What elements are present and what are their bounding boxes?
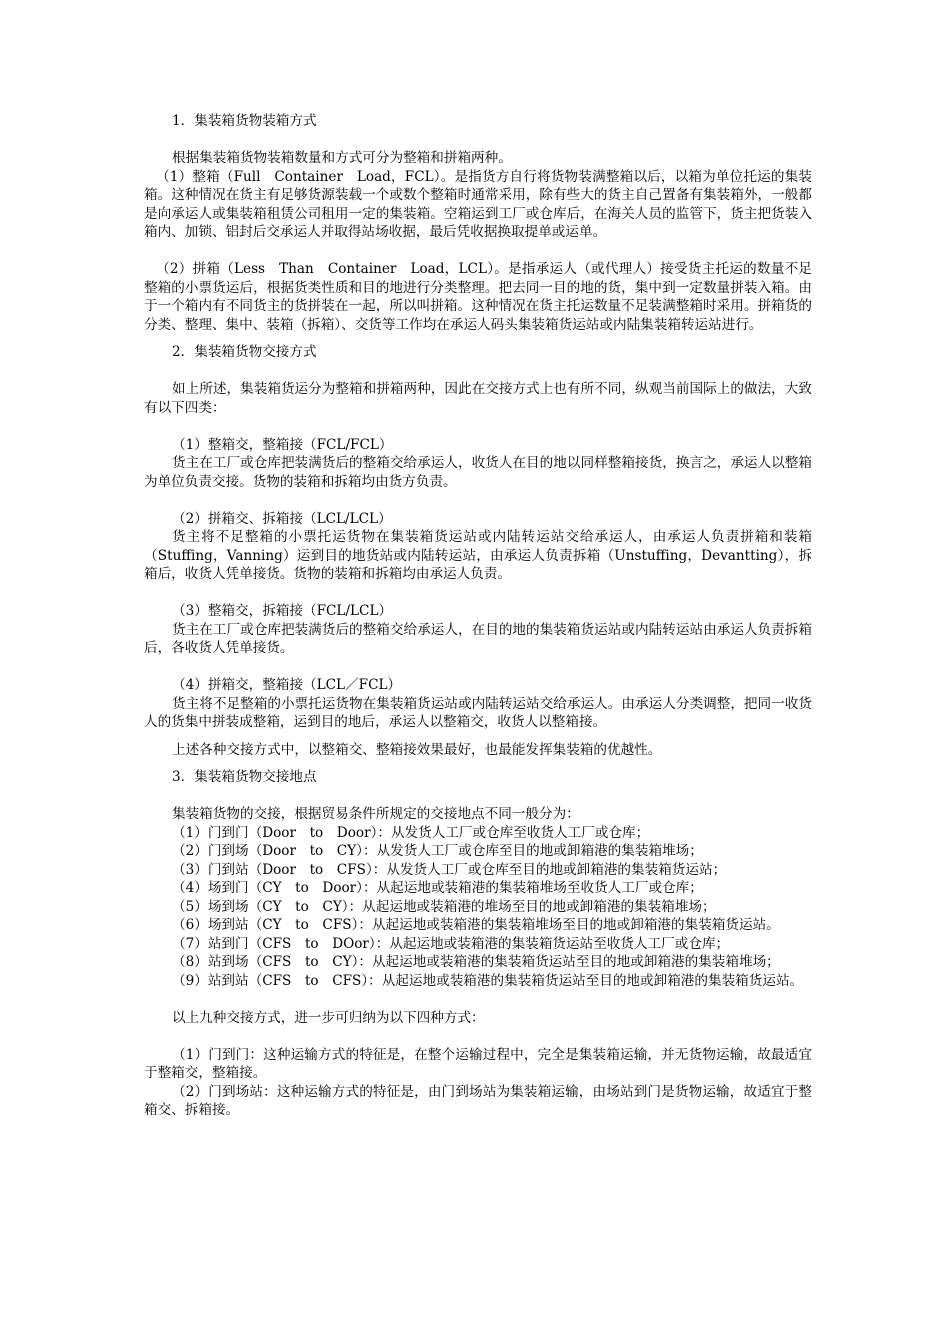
way-item: （2）门到场站：这种运输方式的特征是，由门到场站为集装箱运输，由场站到门是货物运输，故适宜于整箱交、拆箱接。 — [144, 1083, 812, 1118]
section-2-summary: 上述各种交接方式中，以整箱交、整箱接效果最好，也最能发挥集装箱的优越性。 — [172, 741, 662, 758]
section-3-intro: 集装箱货物的交接，根据贸易条件所规定的交接地点不同一般分为： — [172, 806, 580, 822]
location-item: （7）站到门（CFS to DOor）：从起运地或装箱港的集装箱货运站至收货人工厂或仓库； — [172, 935, 730, 952]
section-1-title: 1．集装箱货物装箱方式 — [172, 113, 317, 129]
location-item: （3）门到站（Door to CFS）：从发货人工厂或仓库至目的地或卸箱港的集装箱货运站； — [172, 861, 727, 878]
section-1-lcl-paragraph: （2）拼箱（Less Than Container Load，LCL）。是指承运人（或代理人）接受货主托运的数量不足整箱的小票货运后，根据货类性质和目的地进行分类整理。把去同一目的地的货，集中到一定数量拼装入箱。由于一个箱内有不同货主的货拼装在一起，所以叫拼箱。这种情况在货主托运数量不足装满整箱时采用。拼箱货的分类、整理、集中、装箱（拆箱）、交货等工作均在承运人码头集装箱货运站或内陆集装箱转运站进行。 — [144, 261, 812, 333]
method-3-heading: （3）整箱交，拆箱接（FCL/LCL） — [172, 603, 393, 619]
location-item: （1）门到门（Door to Door）：从发货人工厂或仓库至收货人工厂或仓库； — [172, 824, 650, 841]
location-item: （2）门到场（Door to CY）：从发货人工厂或仓库至目的地或卸箱港的集装箱堆场； — [172, 843, 703, 859]
location-item: （9）站到站（CFS to CFS）：从起运地或装箱港的集装箱货运站至目的地或卸箱港的集装箱货运站。 — [172, 972, 804, 989]
section-2-title: 2．集装箱货物交接方式 — [172, 344, 317, 360]
document-page — [144, 112, 812, 1120]
method-1-heading: （1）整箱交，整箱接（FCL/FCL） — [172, 436, 393, 453]
location-item: （6）场到站（CY to CFS）：从起运地或装箱港的集装箱堆场至目的地或卸箱港的集装箱货运站。 — [172, 917, 780, 933]
location-item: （8）站到场（CFS to CY）：从起运地或装箱港的集装箱货运站至目的地或卸箱港的集装箱堆场； — [172, 954, 780, 970]
section-1-intro: 根据集装箱货物装箱数量和方式可分为整箱和拼箱两种。 — [172, 150, 512, 166]
method-4-heading: （4）拼箱交，整箱接（LCL／FCL） — [172, 677, 402, 693]
section-1-fcl-paragraph: （1）整箱（Full Container Load，FCL）。是指货方自行将货物装满整箱以后，以箱为单位托运的集装箱。这种情况在货主有足够货源装载一个或数个整箱时通常采用，除有些大的货主自己置备有集装箱外，一般都是向承运人或集装箱租赁公司租用一定的集装箱。空箱运到工厂或仓库后，在海关人员的监管下，货主把货装入箱内、加锁、铝封后交承运人并取得站场收据，最后凭收据换取提单或运单。 — [144, 168, 812, 240]
location-item: （5）场到场（CY to CY）：从起运地或装箱港的堆场至目的地或卸箱港的集装箱堆场； — [172, 898, 716, 915]
section-3-summary: 以上九种交接方式，进一步可归纳为以下四种方式： — [172, 1009, 485, 1026]
method-1-body: 货主在工厂或仓库把装满货后的整箱交给承运人，收货人在目的地以同样整箱接货，换言之，承运人以整箱为单位负责交接。货物的装箱和拆箱均由货方负责。 — [144, 455, 812, 490]
method-4-body: 货主将不足整箱的小票托运货物在集装箱货运站或内陆转运站交给承运人。由承运人分类调整，把同一收货人的货集中拼装成整箱，运到目的地后，承运人以整箱交，收货人以整箱接。 — [144, 695, 812, 730]
method-2-heading: （2）拼箱交、拆箱接（LCL/LCL） — [172, 510, 392, 527]
method-3-body: 货主在工厂或仓库把装满货后的整箱交给承运人，在目的地的集装箱货运站或内陆转运站由承运人负责拆箱后，各收货人凭单接货。 — [144, 621, 812, 656]
section-2-intro: 如上所述，集装箱货运分为整箱和拼箱两种，因此在交接方式上也有所不同，纵观当前国际上的做法，大致有以下四类： — [144, 381, 812, 416]
method-2-body: 货主将不足整箱的小票托运货物在集装箱货运站或内陆转运站交给承运人，由承运人负责拼箱和装箱（Stuffing，Vanning）运到目的地货站或内陆转运站，由承运人负责拆箱（Unstuffing，Devantting），拆箱后，收货人凭单接货。货物的装箱和拆箱均由承运人负责。 — [144, 529, 812, 582]
way-item: （1）门到门：这种运输方式的特征是，在整个运输过程中，完全是集装箱运输，并无货物运输，故最适宜于整箱交，整箱接。 — [144, 1046, 812, 1081]
location-item: （4）场到门（CY to Door）：从起运地或装箱港的集装箱堆场至收货人工厂或仓库； — [172, 880, 703, 896]
section-3-title: 3．集装箱货物交接地点 — [172, 769, 317, 785]
